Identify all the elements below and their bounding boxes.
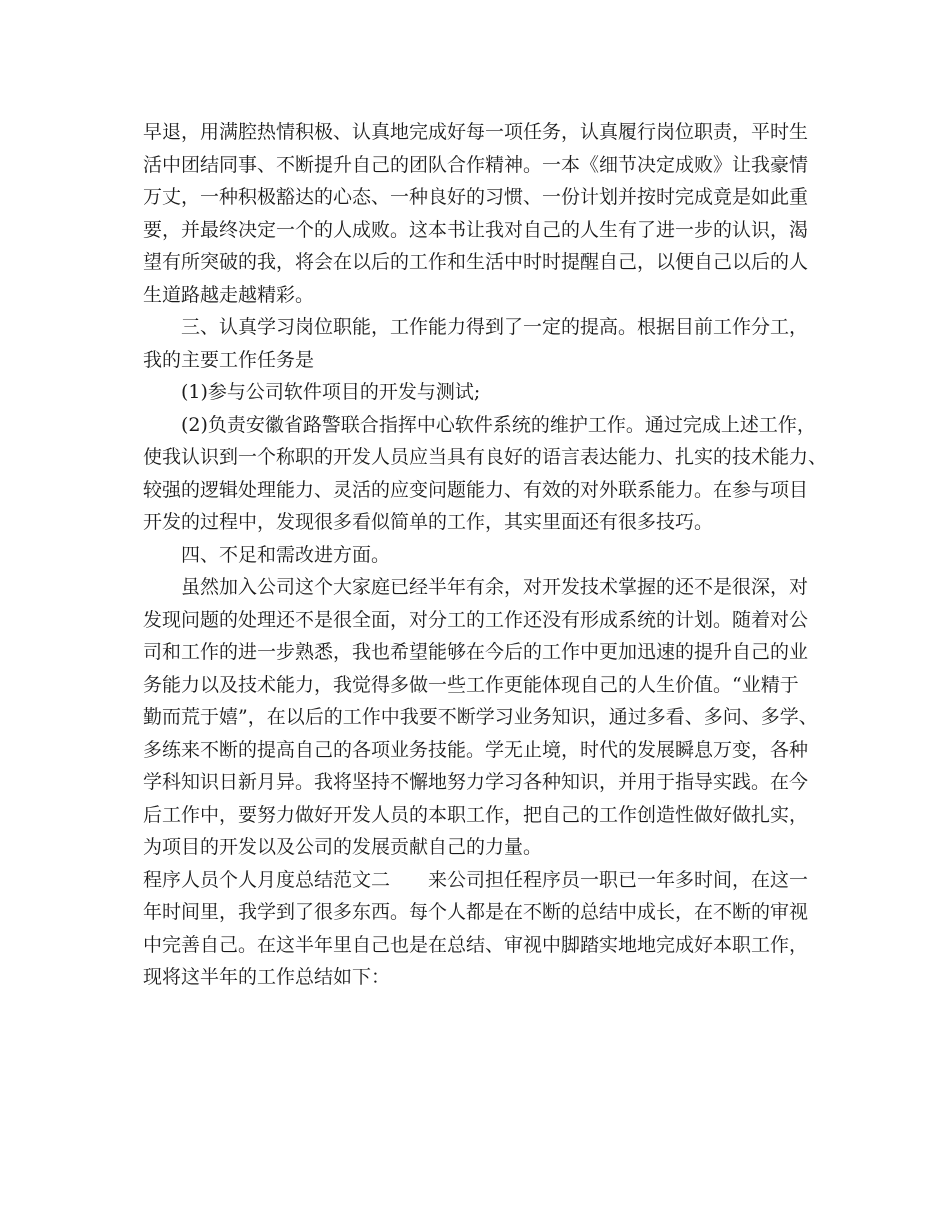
text-line: 开发的过程中，发现很多看似简单的工作，其实里面还有很多技巧。 (143, 511, 714, 533)
text-line: 早退，用满腔热情积极、认真地完成好每一项任务，认真履行岗位职责，平时生 (143, 121, 809, 143)
text-line: 多练来不断的提高自己的各项业务技能。学无止境，时代的发展瞬息万变，各种 (143, 738, 809, 761)
text-line: 为项目的开发以及公司的发展贡献自己的力量。 (143, 836, 543, 858)
text-line: 司和工作的进一步熟悉，我也希望能够在今后的工作中更加迅速的提升自己的业 (143, 641, 809, 663)
article-intro-text: 来公司担任程序员一职已一年多时间，在这一 (428, 868, 809, 891)
list-item-1: (1)参与公司软件项目的开发与测试; (181, 381, 481, 403)
text-line: 发现问题的处理还不是很全面，对分工的工作还没有形成系统的计划。随着对公 (143, 608, 809, 631)
text-line: 要，并最终决定一个的人成败。这本书让我对自己的人生有了进一步的认识，渴 (143, 218, 809, 241)
text-line: 年时间里，我学到了很多东西。每个人都是在不断的总结中成长，在不断的审视 (143, 901, 809, 923)
text-line: 勤而荒于嬉”，在以后的工作中我要不断学习业务知识，通过多看、多问、多学、 (143, 706, 818, 728)
text-line: 学科知识日新月异。我将坚持不懈地努力学习各种知识，并用于指导实践。在今 (143, 771, 809, 793)
text-line: 我的主要工作任务是 (143, 348, 315, 371)
text-line: 活中团结同事、不断提升自己的团队合作精神。一本《细节决定成败》让我豪情 (143, 153, 809, 176)
article-heading-line (143, 864, 813, 897)
section-heading-three: 三、认真学习岗位职能，工作能力得到了一定的提高。根据目前工作分工， (181, 316, 809, 338)
text-line: 万丈，一种积极豁达的心态、一种良好的习惯、一份计划并按时完成竟是如此重 (143, 186, 809, 208)
list-item-2: (2)负责安徽省路警联合指挥中心软件系统的维护工作。通过完成上述工作， (181, 413, 816, 436)
text-line: 虽然加入公司这个大家庭已经半年有余，对开发技术掌握的还不是很深，对 (181, 576, 809, 598)
document-body (143, 116, 828, 994)
text-line: 务能力以及技术能力，我觉得多做一些工作更能体现自己的人生价值。“业精于 (143, 673, 799, 696)
text-line: 现将这半年的工作总结如下： (143, 966, 391, 988)
text-line: 望有所突破的我，将会在以后的工作和生活中时时提醒自己，以便自己以后的人 (143, 251, 809, 273)
text-line: 生道路越走越精彩。 (143, 283, 315, 306)
section-heading-four: 四、不足和需改进方面。 (181, 543, 391, 566)
article-title: 程序人员个人月度总结范文二 (143, 868, 391, 891)
text-line: 较强的逻辑处理能力、灵活的应变问题能力、有效的对外联系能力。在参与项目 (143, 478, 809, 501)
text-line: 使我认识到一个称职的开发人员应当具有良好的语言表达能力、扎实的技术能力、 (143, 446, 828, 468)
text-line: 后工作中，要努力做好开发人员的本职工作，把自己的工作创造性做好做扎实， (143, 803, 809, 826)
text-line: 中完善自己。在这半年里自己也是在总结、审视中脚踏实地地完成好本职工作， (143, 933, 809, 956)
